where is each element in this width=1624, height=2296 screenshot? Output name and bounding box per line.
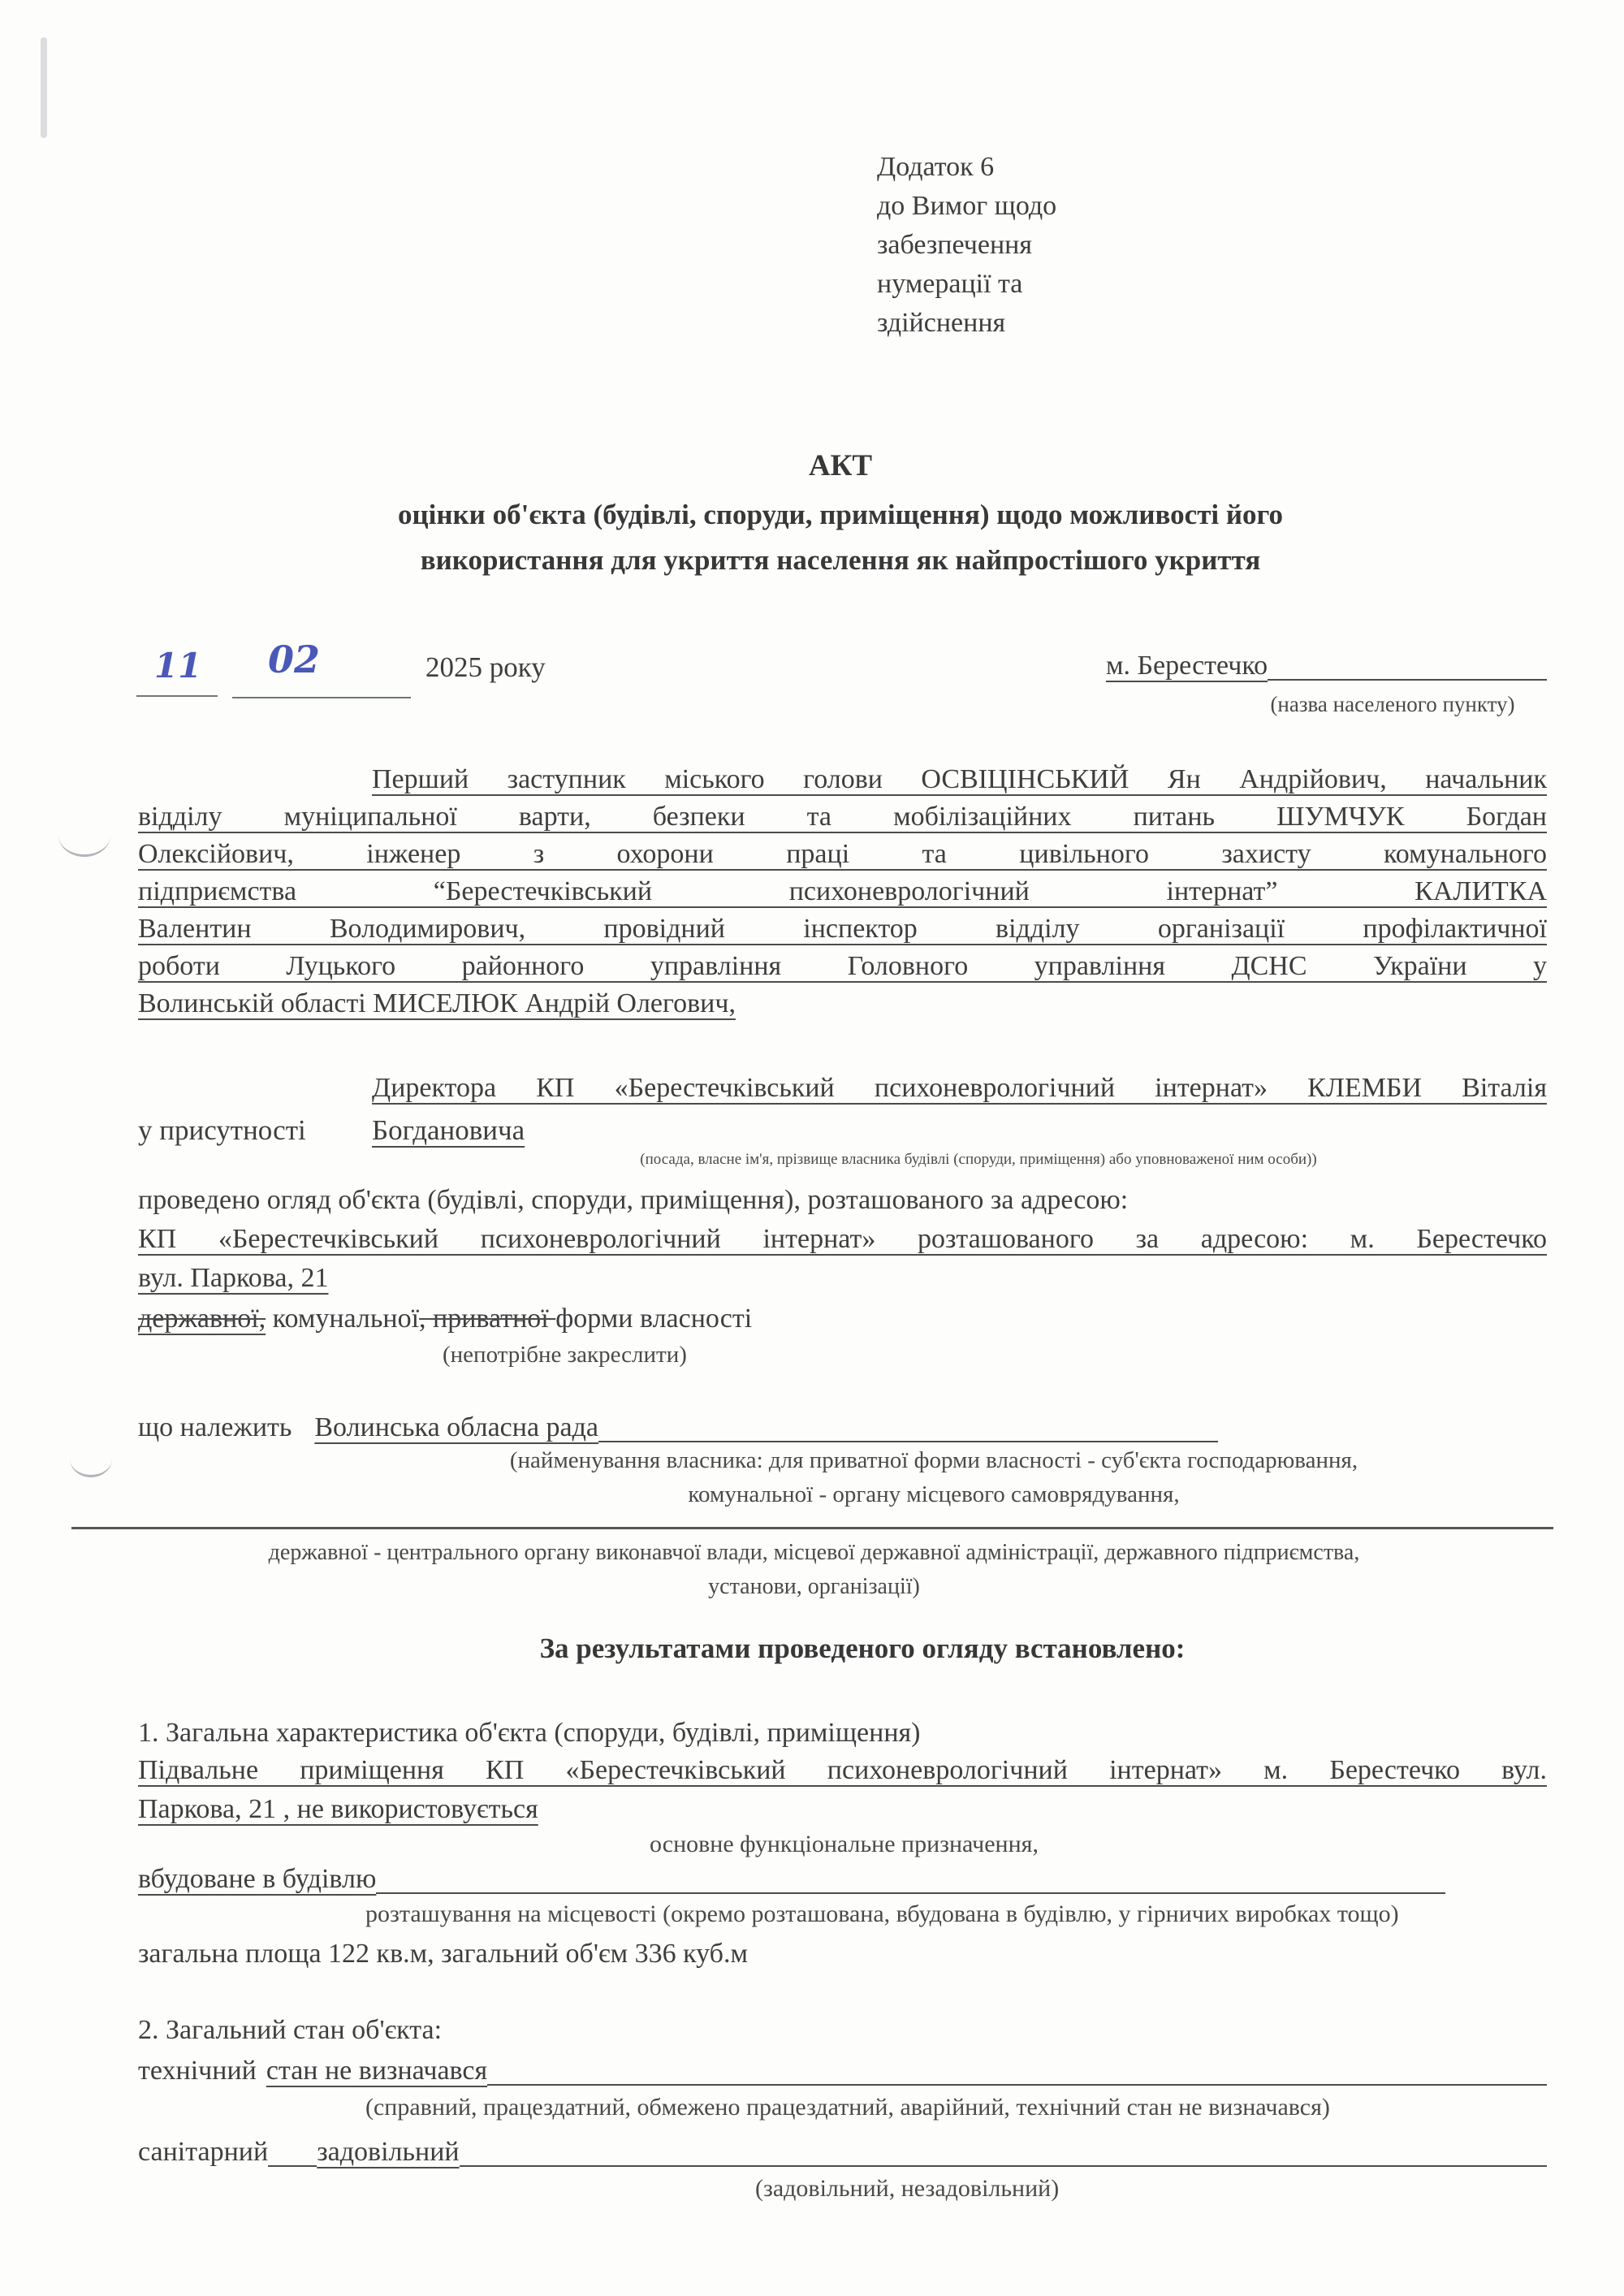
section1-location-value: вбудоване в будівлю (138, 1864, 377, 1894)
section1-dimensions: загальна площа 122 кв.м, загальний об'єм 336 куб.м (138, 1939, 748, 1969)
owner-name: Волинська обласна рада (314, 1412, 599, 1442)
section2-sanitary-label: санітарний (138, 2137, 269, 2167)
scan-artifact-pen-curve-2 (70, 1457, 112, 1477)
section2-sanitary-value: задовільний (317, 2137, 460, 2167)
place-caption: (назва населеного пункту) (1270, 692, 1515, 716)
section2-sanitary-row (138, 2134, 1547, 2170)
ownership-form-text: форми власності (555, 1304, 753, 1334)
inspection-intro: проведено огляд об'єкта (будівлі, споруди, приміщення), розташованого за адресою: (138, 1185, 1129, 1215)
document-title-act: АКТ (808, 449, 873, 482)
section1-location-row (138, 1861, 1445, 1897)
owner-row (138, 1410, 1218, 1446)
inspection-address-line1: КП «Берестечківський психоневрологічний інтернат» розташованого за адресою: м. Берестечко (138, 1224, 1547, 1254)
scan-artifact-vertical-bar (41, 37, 47, 138)
section2-technical-caption: (справний, працездатний, обмежено працездатний, аварійний, технічний стан не визначався) (365, 2094, 1330, 2121)
date-year-text: 2025 року (425, 651, 546, 683)
place-row (1106, 648, 1547, 684)
ownership-state-struck: державної, (138, 1304, 266, 1334)
ownership-communal: комунальної (266, 1304, 420, 1334)
section2-technical-value: стан не визначався (266, 2056, 488, 2086)
section1-object-line2: Паркова, 21 , не використовується (138, 1794, 538, 1824)
document-title-line3: використання для укриття населення як найпростішого укриття (420, 544, 1261, 576)
date-month-handwritten: 02 (268, 638, 321, 681)
appendix-note (877, 148, 1056, 343)
commission-line-2: відділу муніципальної варти, безпеки та мобілізаційних питань ШУМЧУК Богдан (138, 802, 1547, 832)
commission-line-7: Волинській області МИСЕЛЮК Андрій Олегович, (138, 988, 736, 1018)
presence-owner-line1: Директора КП «Берестечківський психоневрологічний інтернат» КЛЕМБИ Віталія (372, 1073, 1547, 1103)
section2-sanitary-underline-fill (460, 2164, 1547, 2167)
commission-line-4: підприємства “Берестечківський психоневрологічний інтернат” КАЛИТКА (138, 876, 1547, 906)
section2-technical-underline-fill (487, 2083, 1547, 2086)
document-title-line2: оцінки об'єкта (будівлі, споруди, приміщення) щодо можливості його (397, 499, 1284, 530)
appendix-line: забезпечення (877, 230, 1032, 260)
section2-heading: 2. Загальний стан об'єкта: (138, 2015, 443, 2045)
place-underline-fill (1268, 678, 1547, 681)
ownership-caption: (непотрібне закреслити) (443, 1342, 687, 1368)
section2-technical-row (138, 2053, 1547, 2089)
inspection-address-line2: вул. Паркова, 21 (138, 1263, 329, 1293)
commission-line-3: Олексійович, інженер з охорони праці та цивільного захисту комунального (138, 839, 1547, 869)
section2-sanitary-underline-lead (268, 2164, 317, 2167)
ownership-form-line (138, 1301, 752, 1337)
appendix-line: до Вимог щодо (877, 191, 1057, 221)
section2-sanitary-caption: (задовільний, незадовільний) (755, 2175, 1060, 2202)
date-day-underline (136, 695, 218, 697)
presence-label: у присутності (138, 1114, 306, 1146)
appendix-line: нумерації та (877, 269, 1023, 299)
owner-caption-line1: (найменування власника: для приватної форми власності - суб'єкта господарювання, (509, 1447, 1358, 1473)
section1-location-caption: розташування на місцевості (окремо розташована, вбудована в будівлю, у гірничих виробках тощо) (365, 1900, 1399, 1927)
section1-purpose-caption: основне функціональне призначення, (650, 1831, 1039, 1857)
owner-caption-line2: комунальної - органу місцевого самоврядування, (688, 1481, 1180, 1507)
commission-line-1: Перший заступник міського голови ОСВІЦІНСЬКИЙ Ян Андрійович, начальник (372, 764, 1547, 794)
owner-caption-divider-line (71, 1527, 1553, 1529)
section2-technical-label: технічний (138, 2056, 257, 2086)
date-month-underline (232, 697, 411, 698)
owner-caption-line4: установи, організації) (708, 1574, 920, 1599)
owner-underline-fill (598, 1440, 1218, 1442)
commission-line-5: Валентин Володимирович, провідний інспектор відділу організації профілактичної (138, 914, 1547, 944)
appendix-line: Додаток 6 (877, 152, 995, 182)
appendix-line: здійснення (877, 308, 1006, 338)
scan-artifact-pen-curve-1 (58, 833, 110, 857)
commission-line-6: роботи Луцького районного управління Головного управління ДСНС України у (138, 951, 1547, 981)
section1-object-line1: Підвальне приміщення КП «Берестечківський психоневрологічний інтернат» м. Берестечко вул. (138, 1755, 1547, 1785)
place-name: м. Берестечко (1106, 651, 1268, 681)
presence-owner-line2: Богдановича (372, 1114, 525, 1146)
section1-location-underline-fill (376, 1892, 1445, 1894)
ownership-private-struck: , приватної (419, 1304, 556, 1334)
presence-caption: (посада, власне ім'я, прізвище власника будівлі (споруди, приміщення) або уповноваженої ним особи)) (640, 1151, 1317, 1168)
owner-caption-line3: державної - центрального органу виконавчої влади, місцевої державної адміністрації, державного підприємства, (268, 1540, 1360, 1565)
section1-heading: 1. Загальна характеристика об'єкта (споруди, будівлі, приміщення) (138, 1718, 921, 1748)
owner-label: що належить (138, 1412, 292, 1442)
results-heading: За результатами проведеного огляду встановлено: (539, 1632, 1186, 1664)
date-day-handwritten: 11 (154, 646, 202, 685)
